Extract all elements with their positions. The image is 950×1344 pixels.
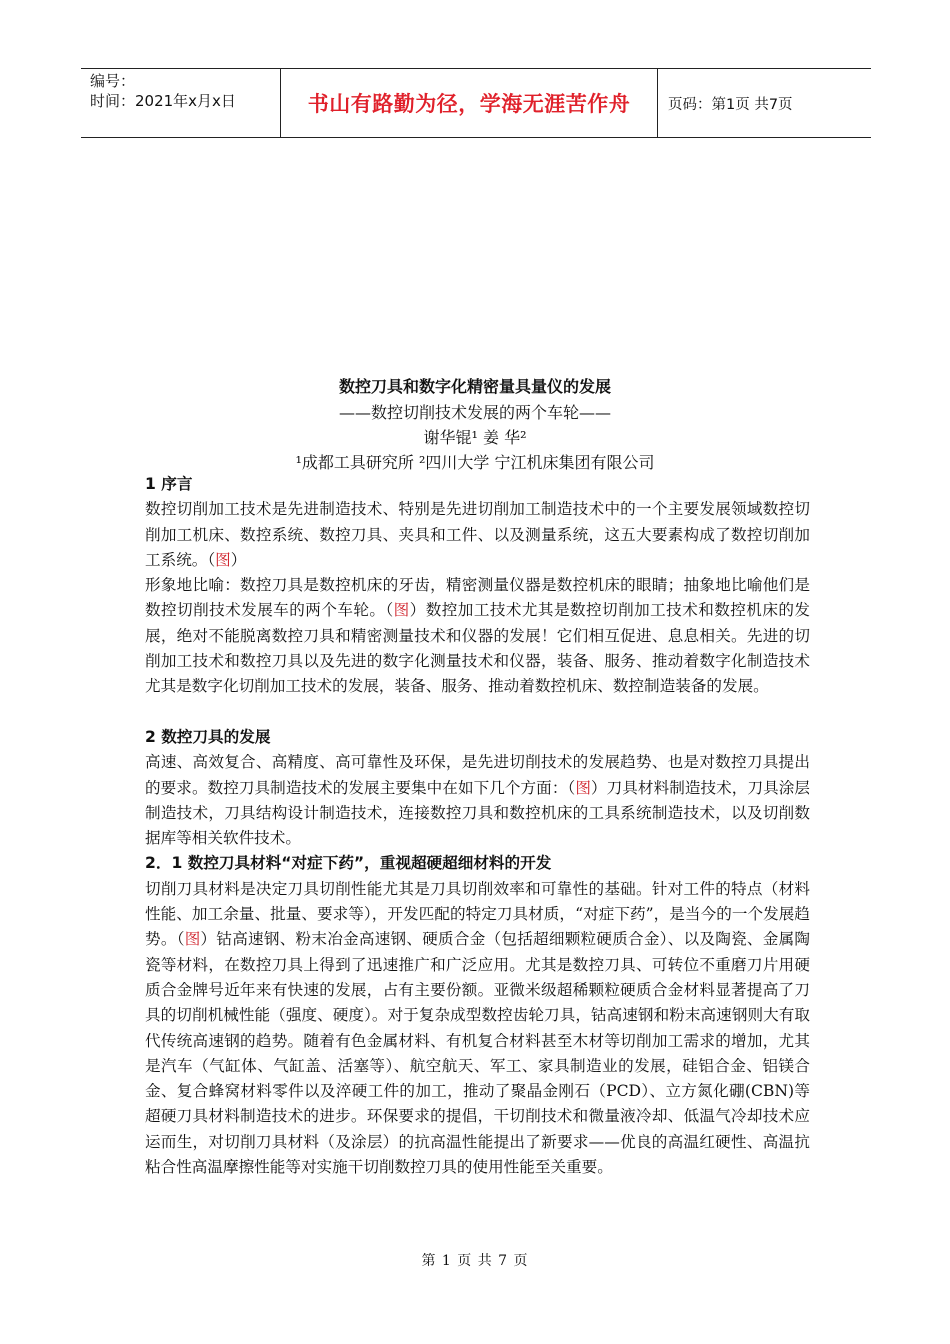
document-header <box>81 68 871 138</box>
section-1-paragraph-1: 数控切削加工技术是先进制造技术、特别是先进切削加工制造技术中的一个主要发展领域数控切削加工机床、数控系统、数控刀具、夹具和工件、以及测量系统，这五大要素构成了数控切削加工系统。（图） <box>145 500 810 569</box>
section-2-heading: 2 数控刀具的发展 <box>145 727 271 746</box>
figure-link[interactable]: 图 <box>184 930 201 949</box>
page-code: 页码：第1页 共7页 <box>668 96 793 113</box>
article-subtitle: ——数控切削技术发展的两个车轮—— <box>338 403 611 422</box>
article-body <box>145 472 810 1180</box>
date-label: 时间：2021年x月x日 <box>90 92 236 110</box>
header-motto-cell <box>281 69 658 137</box>
header-meta-cell <box>81 69 281 137</box>
article-title: 数控刀具和数字化精密量具量仪的发展 <box>338 377 611 396</box>
section-2-1-paragraph-1: 切削刀具材料是决定刀具切削性能尤其是刀具切削效率和可靠性的基础。针对工件的特点（材料性能、加工余量、批量、要求等），开发匹配的特定刀具材质，“对症下药”，是当今的一个发展趋势。（图）钴高速钢、粉末冶金高速钢、硬质合金（包括超细颗粒硬质合金）、以及陶瓷、金属陶瓷等材料，在数控刀具上得到了迅速推广和广泛应用。尤其是数控刀具、可转位不重磨刀片用硬质合金牌号近年来有快速的发展，占有主要份额。亚微米级超稀颗粒硬质合金材料显著提高了刀具的切削机械性能（强度、硬度）。对于复杂成型数控齿轮刀具，钴高速钢和粉末高速钢则大有取代传统高速钢的趋势。随着有色金属材料、有机复合材料甚至木材等切削加工需求的增加，尤其是汽车（气缸体、气缸盖、活塞等）、航空航天、军工、家具制造业的发展，硅铝合金、铝镁合金、复合蜂窝材料零件以及淬硬工件的加工，推动了聚晶金刚石（PCD）、立方氮化硼(CBN)等超硬刀具材料制造技术的进步。环保要求的提倡，干切削技术和微量液冷却、低温气冷却技术应运而生，对切削刀具材料（及涂层）的抗高温性能提出了新要求——优良的高温红硬性、高温抗粘合性高温摩擦性能等对实施干切削数控刀具的使用性能至关重要。 <box>145 879 810 1177</box>
motto-text: 书山有路勤为径，学海无涯苦作舟 <box>307 92 631 116</box>
article-authors: 谢华锟¹ 姜 华² <box>423 428 527 447</box>
section-2-paragraph-1: 高速、高效复合、高精度、高可靠性及环保，是先进切削技术的发展趋势、也是对数控刀具提出的要求。数控刀具制造技术的发展主要集中在如下几个方面：（图）刀具材料制造技术，刀具涂层制造技术，刀具结构设计制造技术，连接数控刀具和数控机床的工具系统制造技术，以及切削数据库等相关软件技术。 <box>145 753 810 848</box>
page-footer: 第 1 页 共 7 页 <box>421 1253 529 1269</box>
author-affiliations: ¹成都工具研究所 ²四川大学 宁江机床集团有限公司 <box>295 453 655 472</box>
section-1-heading: 1 序言 <box>145 475 193 493</box>
figure-link[interactable]: 图 <box>393 601 410 620</box>
section-1-paragraph-2: 形象地比喻：数控刀具是数控机床的牙齿，精密测量仪器是数控机床的眼睛；抽象地比喻他们是数控切削技术发展车的两个车轮。（图）数控加工技术尤其是数控切削加工技术和数控机床的发展，绝对不能脱离数控刀具和精密测量技术和仪器的发展！它们相互促进、息息相关。先进的切削加工技术和数控刀具以及先进的数字化测量技术和仪器，装备、服务、推动着数字化制造技术尤其是数字化切削加工技术的发展，装备、服务、推动着数控机床、数控制造装备的发展。 <box>145 576 810 696</box>
header-page-cell <box>658 69 871 137</box>
figure-link[interactable]: 图 <box>215 550 231 569</box>
figure-link[interactable]: 图 <box>575 778 591 797</box>
section-2-1-heading: 2．1 数控刀具材料“对症下药”，重视超硬超细材料的开发 <box>145 854 552 873</box>
serial-number-label: 编号： <box>90 72 136 90</box>
